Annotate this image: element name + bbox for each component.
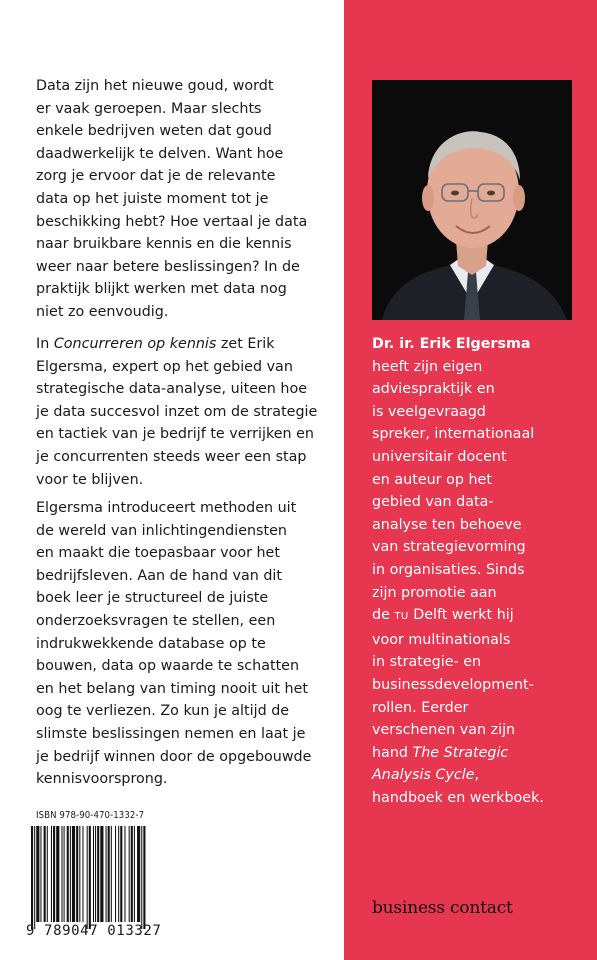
- barcode-bar: [44, 826, 46, 922]
- text-line: kennisvoorsprong.: [36, 771, 168, 788]
- barcode-bar: [115, 826, 116, 922]
- isbn-label: ISBN 978-90-470-1332-7: [36, 810, 145, 821]
- barcode-bar: [106, 826, 107, 922]
- barcode-bar: [47, 826, 48, 922]
- barcode-bar: [137, 826, 140, 922]
- text-fragment: zet Erik: [216, 336, 275, 352]
- text-line: en het belang van timing nooit uit het: [36, 680, 309, 697]
- text-line: je data succesvol inzet om de strategie: [36, 403, 318, 420]
- text-line: heeft zijn eigen: [372, 358, 483, 375]
- author-bio: [372, 333, 577, 809]
- text-line: [36, 333, 336, 356]
- text-fragment: de: [372, 607, 395, 624]
- barcode-bar: [118, 826, 119, 922]
- text-line: Elgersma introduceert methoden uit: [36, 500, 297, 516]
- text-line: en maakt die toepasbaar voor het: [36, 545, 280, 562]
- text-line: de wereld van inlichtingendiensten: [36, 522, 287, 539]
- barcode-bar: [76, 826, 78, 922]
- text-fragment: Delft werkt hij: [408, 607, 514, 624]
- barcode-bar: [95, 826, 96, 922]
- text-fragment: In: [36, 336, 54, 352]
- text-line: weer naar betere beslissingen? In de: [36, 258, 300, 275]
- text-line: [372, 604, 577, 629]
- barcode-bar: [120, 826, 122, 922]
- barcode-bar: [64, 826, 65, 922]
- book-title: The Strategic: [412, 744, 509, 761]
- barcode-bar: [56, 826, 59, 922]
- barcode-bar: [79, 826, 80, 922]
- text-line: adviespraktijk en: [372, 381, 495, 398]
- text-line: naar bruikbare kennis en die kennis: [36, 236, 292, 253]
- text-line: slimste beslissingen nemen en laat je: [36, 725, 306, 742]
- text-line: Elgersma, expert op het gebied van: [36, 358, 293, 375]
- barcode-bar: [67, 826, 69, 922]
- text-fragment: hand: [372, 744, 413, 761]
- text-line: analyse ten behoeve: [372, 516, 522, 533]
- barcode-bar: [36, 826, 39, 922]
- barcode-bar: [70, 826, 71, 922]
- text-line: universitair docent: [372, 448, 507, 465]
- author-photo: [372, 80, 572, 320]
- barcode-bar: [97, 826, 99, 922]
- barcode-bar: [87, 826, 88, 929]
- text-line: voor te blijven.: [36, 471, 144, 488]
- text-line: en auteur op het: [372, 471, 492, 488]
- barcode-bar: [93, 826, 94, 922]
- publisher-logo: business contact: [372, 898, 513, 918]
- text-line: rollen. Eerder: [372, 699, 469, 716]
- barcode-bar: [100, 826, 103, 922]
- barcode-bar: [82, 826, 83, 922]
- text-line: enkele bedrijven weten dat goud: [36, 123, 272, 140]
- barcode-bar: [53, 826, 55, 922]
- text-line: spreker, internationaal: [372, 426, 535, 443]
- blurb-paragraph-1: [36, 75, 336, 324]
- text-line: daadwerkelijk te delven. Want hoe: [36, 145, 284, 162]
- text-line: niet zo eenvoudig.: [36, 303, 169, 320]
- text-line: beschikking hebt? Hoe vertaal je data: [36, 213, 308, 230]
- text-line: van strategievorming: [372, 539, 526, 556]
- barcode-bar: [51, 826, 52, 922]
- text-line: in strategie- en: [372, 654, 482, 671]
- text-line: data op het juiste moment tot je: [36, 190, 269, 207]
- text-line: strategische data-analyse, uiteen hoe: [36, 381, 308, 398]
- blurb-paragraph-3: [36, 497, 336, 791]
- text-fragment: ,: [474, 767, 480, 784]
- barcode-digits: 9 789047 013327: [26, 923, 162, 939]
- text-line: indrukwekkende database op te: [36, 635, 266, 652]
- text-line: onderzoeksvragen te stellen, een: [36, 612, 276, 629]
- text-line: boek leer je structureel de juiste: [36, 590, 269, 607]
- barcode-bar: [72, 826, 75, 922]
- text-line: businessdevelopment-: [372, 676, 534, 693]
- text-line: je concurrenten steeds weer een stap: [36, 448, 307, 465]
- barcode-bar: [40, 826, 41, 922]
- barcode-bar: [61, 826, 62, 922]
- barcode-bar: [34, 826, 35, 929]
- text-line: voor multinationals: [372, 631, 511, 648]
- text-line: verschenen van zijn: [372, 722, 516, 739]
- barcode-bar: [111, 826, 112, 922]
- barcode-bar: [134, 826, 135, 922]
- text-line: in organisaties. Sinds: [372, 561, 525, 578]
- text-line: handboek en werkboek.: [372, 789, 544, 806]
- barcode-bar: [143, 826, 145, 929]
- text-line: zorg je ervoor dat je de relevante: [36, 168, 276, 185]
- text-line: bouwen, data op waarde te schatten: [36, 658, 300, 675]
- book-title: Analysis Cycle: [372, 767, 475, 784]
- text-line: [372, 764, 577, 787]
- barcode-bar: [141, 826, 142, 929]
- blurb-paragraph-2: [36, 333, 336, 491]
- text-line: zijn promotie aan: [372, 584, 497, 601]
- text-line: bedrijfsleven. Aan de hand van dit: [36, 567, 282, 584]
- book-title: Concurreren op kennis: [53, 336, 217, 352]
- text-line: oog te verliezen. Zo kun je altijd de: [36, 703, 290, 720]
- barcode-bar: [89, 826, 91, 929]
- text-line: en tactiek van je bedrijf te verrijken en: [36, 426, 314, 443]
- text-line: je bedrijf winnen door de opgebouwde: [36, 748, 312, 765]
- barcode-bar: [129, 826, 130, 922]
- text-line: Data zijn het nieuwe goud, wordt: [36, 78, 274, 94]
- barcode-bar: [31, 826, 33, 929]
- barcode-bar: [131, 826, 133, 922]
- text-line: [372, 742, 577, 765]
- text-line: er vaak geroepen. Maar slechts: [36, 100, 262, 117]
- text-line: praktijk blijkt werken met data nog: [36, 281, 287, 298]
- author-name: Dr. ir. Erik Elgersma: [372, 336, 531, 352]
- author-portrait-image: [372, 80, 572, 320]
- tu-abbreviation: TU: [394, 611, 409, 623]
- text-line: gebied van data-: [372, 494, 494, 511]
- barcode: [28, 826, 176, 929]
- text-line: is veelgevraagd: [372, 403, 486, 420]
- barcode-bar: [108, 826, 110, 922]
- barcode-bar: [124, 826, 125, 922]
